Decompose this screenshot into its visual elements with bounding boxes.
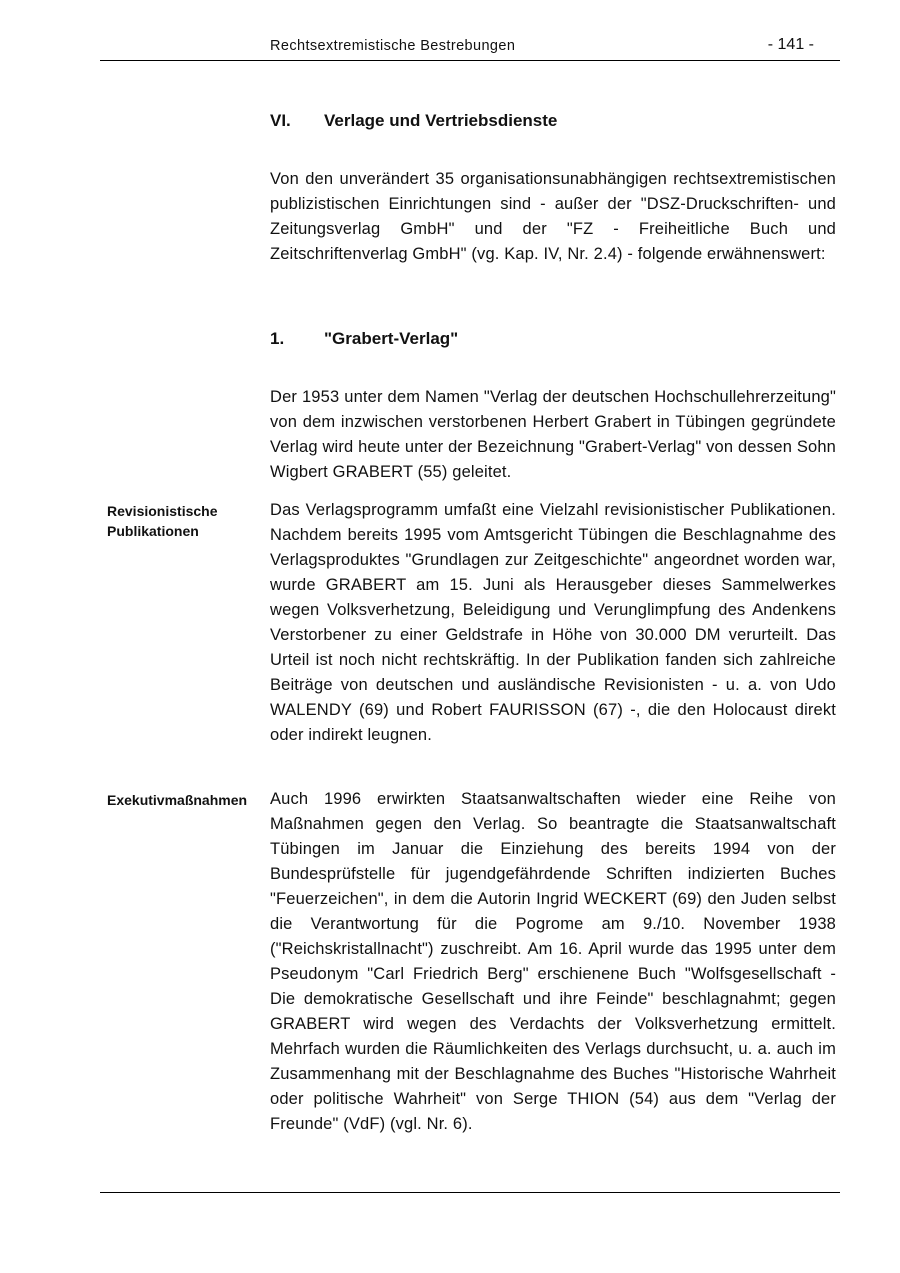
section-heading [270,111,557,131]
footer-rule [100,1192,840,1193]
paragraph-measures: Auch 1996 erwirkten Staatsanwaltschaften wieder eine Reihe von Maßnahmen gegen den Verlag. So beantragte die Staatsanwaltschaft Tübingen im Januar die Einziehung des bereits 1994 von der Bundesprüfstelle für jugendgefährdende Schriften indizierten Buches "Feuerzeichen", in dem die Autorin Ingrid WECKERT (69) den Juden selbst die Verantwortung für die Pogrome am 9./10. November 1938 ("Reichskristallnacht") zuschreibt. Am 16. April wurde das 1995 unter dem Pseudonym "Carl Friedrich Berg" erschienene Buch "Wolfsgesellschaft - Die demokratische Gesellschaft und ihre Feinde" beschlagnahmt; gegen GRABERT wird wegen des Verdachts der Volksverhetzung ermittelt. Mehrfach wurden die Räumlichkeiten des Verlags durchsucht, u. a. auch im Zusammenhang mit der Beschlagnahme des Buches "Historische Wahrheit oder politische Wahrheit" von Serge THION (54) aus dem "Verlag der Freunde" (VdF) (vgl. Nr. 6). [270,790,836,1133]
running-title: Rechtsextremistische Bestrebungen [270,38,516,54]
paragraph-history: Der 1953 unter dem Namen "Verlag der deutschen Hochschullehrerzeitung" von dem inzwischen verstorbenen Herbert Grabert in Tübingen gegründete Verlag wird heute unter der Bezeichnung "Grabert-Verlag" von dessen Sohn Wigbert GRABERT (55) geleitet. [270,388,836,481]
subsection-heading [270,329,458,349]
section-title: Verlage und Vertriebsdienste [324,111,558,130]
subsection-title: "Grabert-Verlag" [324,329,459,348]
page-header [100,36,840,61]
page-number: - 141 - [767,36,814,53]
margin-note-revisionist: Revisionistische Publikationen [107,503,218,539]
section-number: VI. [270,111,291,130]
margin-note-executive: Exekutivmaßnahmen [107,792,248,808]
subsection-number: 1. [270,329,285,348]
paragraph-publications: Das Verlagsprogramm umfaßt eine Vielzahl revisionistischer Publikationen. Nachdem bereits 1995 vom Amtsgericht Tübingen die Beschlagnahme des Verlagsproduktes "Grundlagen zur Zeitgeschichte" angeordnet worden war, wurde GRABERT am 15. Juni als Herausgeber dieses Sammelwerkes wegen Volksverhetzung, Beleidigung und Verunglimpfung des Andenkens Verstorbener zu einer Geldstrafe in Höhe von 30.000 DM verurteilt. Das Urteil ist noch nicht rechtskräftig. In der Publikation fanden sich zahlreiche Beiträge von deutschen und ausländische Revisionisten - u. a. von Udo WALENDY (69) und Robert FAURISSON (67) -, die den Holocaust direkt oder indirekt leugnen. [270,501,836,744]
intro-paragraph: Von den unverändert 35 organisationsunabhängigen rechtsextremistischen publizistischen Einrichtungen sind - außer der "DSZ-Druckschriften- und Zeitungsverlag GmbH" und der "FZ - Freiheitliche Buch und Zeitschriftenverlag GmbH" (vg. Kap. IV, Nr. 2.4) - folgende erwähnenswert: [270,170,836,263]
